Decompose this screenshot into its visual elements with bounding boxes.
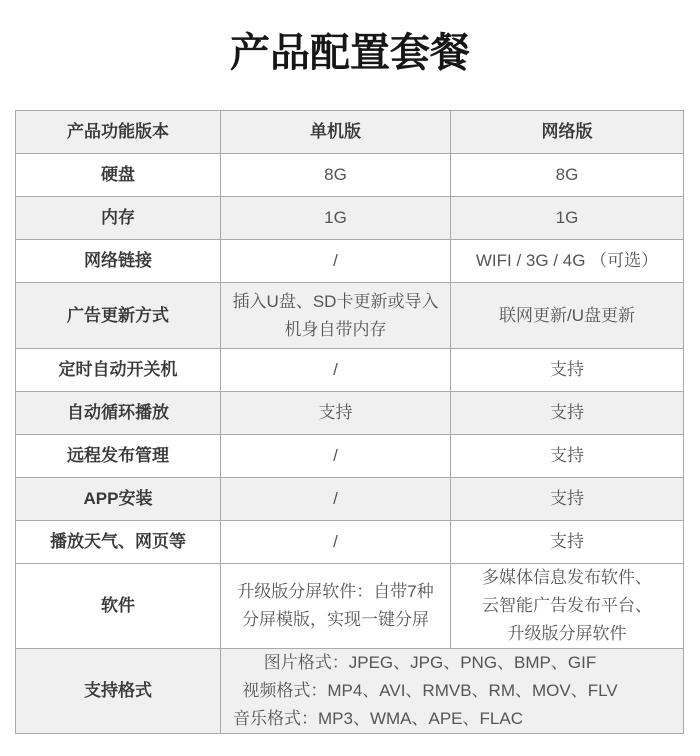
row-weather-webpage-label: 播放天气、网页等: [16, 521, 221, 564]
ad-update-line-2: 机身自带内存: [284, 319, 387, 339]
header-network-version: 网络版: [451, 111, 684, 154]
table-header-row: [16, 111, 684, 154]
row-auto-loop-playback-label: 自动循环播放: [16, 392, 221, 435]
formats-image-line: 图片格式：JPEG、JPG、PNG、BMP、GIF: [263, 653, 597, 672]
row-software: [16, 564, 684, 649]
row-auto-loop-playback-standalone-value: 支持: [221, 392, 451, 435]
row-network-link-label: 网络链接: [16, 240, 221, 283]
row-hard-drive-label: 硬盘: [16, 154, 221, 197]
software-standalone-line-1: 升级版分屏软件：自带7种: [237, 582, 434, 601]
row-scheduled-power-label: 定时自动开关机: [16, 349, 221, 392]
row-network-link-standalone-value: /: [221, 240, 451, 283]
row-hard-drive-standalone-value: 8G: [221, 154, 451, 197]
software-network-line-2: 云智能广告发布平台、: [482, 596, 652, 615]
software-network-line-1: 多媒体信息发布软件、: [482, 568, 652, 587]
row-network-link: [16, 240, 684, 283]
row-app-install-standalone-value: /: [221, 478, 451, 521]
row-app-install-network-value: 支持: [451, 478, 684, 521]
row-auto-loop-playback-network-value: 支持: [451, 392, 684, 435]
row-memory-label: 内存: [16, 197, 221, 240]
row-ad-update-method: [16, 283, 684, 349]
formats-video-line: 视频格式：MP4、AVI、RMVB、RM、MOV、FLV: [242, 681, 618, 700]
row-auto-loop-playback: [16, 392, 684, 435]
software-standalone-line-2: 分屏模版，实现一键分屏: [242, 610, 429, 629]
row-scheduled-power-standalone-value: /: [221, 349, 451, 392]
row-supported-formats-value: [221, 649, 684, 734]
row-remote-publish-network-value: 支持: [451, 435, 684, 478]
row-memory-standalone-value: 1G: [221, 197, 451, 240]
row-software-label: 软件: [16, 564, 221, 649]
row-weather-webpage: [16, 521, 684, 564]
row-remote-publish: [16, 435, 684, 478]
row-memory: [16, 197, 684, 240]
row-ad-update-method-network-value: 联网更新/U盘更新: [451, 283, 684, 349]
page-title: 产品配置套餐: [230, 31, 470, 75]
row-app-install-label: APP安装: [16, 478, 221, 521]
row-supported-formats-label: 支持格式: [16, 649, 221, 734]
row-scheduled-power-network-value: 支持: [451, 349, 684, 392]
software-network-line-3: 升级版分屏软件: [507, 624, 627, 643]
formats-music-line: 音乐格式：MP3、WMA、APE、FLAC: [233, 709, 523, 728]
row-hard-drive-network-value: 8G: [451, 154, 684, 197]
product-config-table: [15, 110, 684, 734]
row-memory-network-value: 1G: [451, 197, 684, 240]
ad-update-line-1: 插入U盘、SD卡更新或导入: [232, 291, 439, 311]
row-weather-webpage-standalone-value: /: [221, 521, 451, 564]
row-scheduled-power: [16, 349, 684, 392]
row-ad-update-method-label: 广告更新方式: [16, 283, 221, 349]
header-standalone-version: 单机版: [221, 111, 451, 154]
row-network-link-network-value: WIFI / 3G / 4G （可选）: [451, 240, 684, 283]
row-weather-webpage-network-value: 支持: [451, 521, 684, 564]
row-hard-drive: [16, 154, 684, 197]
header-feature-version: 产品功能版本: [16, 111, 221, 154]
row-app-install: [16, 478, 684, 521]
row-supported-formats: [16, 649, 684, 734]
row-software-network-value: [451, 564, 684, 649]
row-ad-update-method-standalone-value: [221, 283, 451, 349]
row-remote-publish-label: 远程发布管理: [16, 435, 221, 478]
row-remote-publish-standalone-value: /: [221, 435, 451, 478]
row-software-standalone-value: [221, 564, 451, 649]
